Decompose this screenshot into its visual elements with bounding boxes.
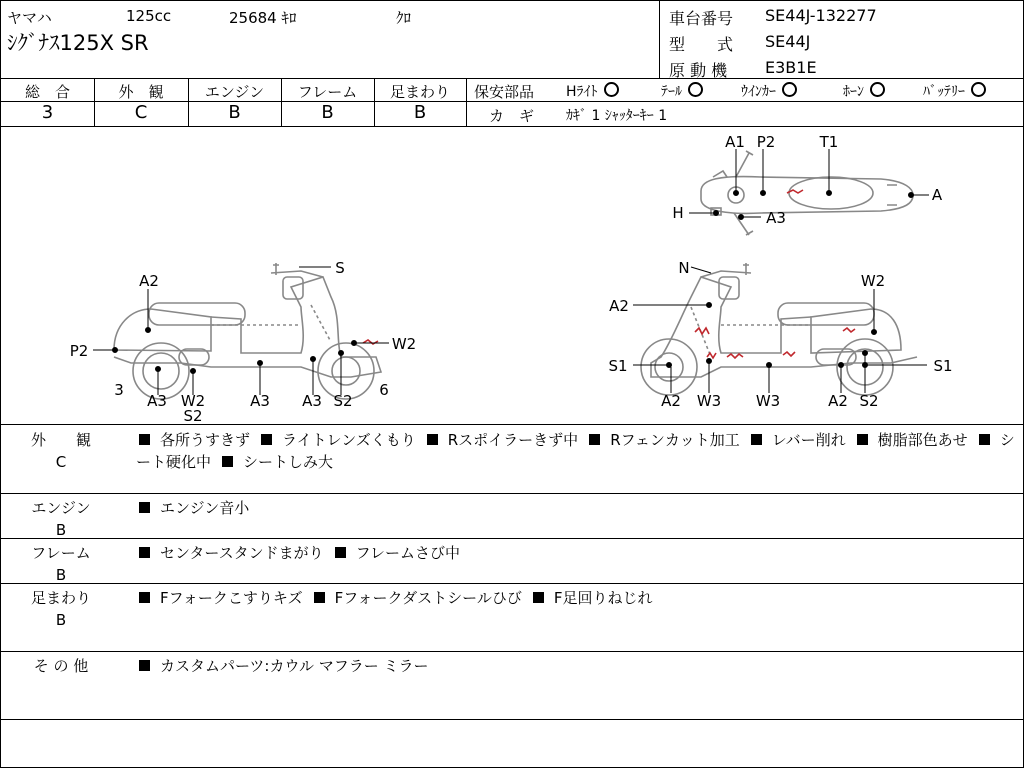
note-item: フレームさび中	[355, 544, 461, 562]
label-a3: A3	[766, 209, 786, 227]
label-h: H	[672, 204, 684, 222]
label-w2: W2	[860, 272, 886, 290]
grade-frame-value: B	[321, 102, 334, 123]
note-item: Rスポイラーきず中	[447, 431, 579, 449]
note-item: エンジン音小	[160, 499, 250, 517]
model-type: SE44J	[765, 32, 811, 51]
grade-engine-value: B	[228, 102, 241, 123]
note-label: 足まわり	[30, 589, 91, 607]
note-grade: B	[55, 521, 67, 539]
label-a2: A2	[661, 392, 681, 410]
safety-winker: ｳｲﾝｶｰ	[741, 81, 797, 101]
body-color: ｸﾛ	[396, 9, 412, 27]
bullet-square-icon	[751, 434, 762, 445]
safety-headlight: Hﾗｲﾄ	[566, 81, 619, 101]
bullet-square-icon	[139, 502, 150, 513]
note-frame-text	[136, 542, 1016, 564]
key-value: ｶｷﾞ 1 ｼｬｯﾀｰｷｰ 1	[566, 108, 668, 124]
note-item: カスタムパーツ:カウル マフラー ミラー	[160, 657, 429, 675]
top-view-scooter	[701, 151, 913, 235]
bullet-square-icon	[261, 434, 272, 445]
grade-total-label: 総 合	[24, 83, 70, 101]
bullet-square-icon	[222, 456, 233, 467]
label-s2: S2	[333, 392, 353, 410]
damage-diagram	[1, 127, 1023, 423]
note-item: F足回りねじれ	[553, 589, 653, 607]
label-s2: S2	[183, 407, 203, 423]
label-p2: P2	[756, 133, 776, 151]
grade-total-value: 3	[41, 102, 54, 123]
bullet-square-icon	[139, 547, 150, 558]
label-s1: S1	[933, 357, 953, 375]
note-item: レバー削れ	[771, 431, 846, 449]
label-a2: A2	[609, 297, 629, 315]
bullet-square-icon	[857, 434, 868, 445]
type-label: 型 式	[669, 35, 734, 54]
label-a2: A2	[828, 392, 848, 410]
bullet-square-icon	[589, 434, 600, 445]
note-item: Rフェンカット加工	[610, 431, 740, 449]
note-item: シート硬化中	[136, 431, 1015, 471]
grade-frame-label: フレーム	[297, 83, 358, 101]
label-a2: A2	[139, 272, 159, 290]
safety-label: 保安部品	[474, 83, 535, 101]
label-w3: W3	[755, 392, 781, 410]
note-grade: C	[55, 453, 67, 471]
note-item: 樹脂部色あせ	[877, 431, 968, 449]
displacement: 125cc	[126, 7, 172, 25]
note-other-text	[136, 655, 1016, 677]
bullet-square-icon	[139, 434, 150, 445]
label-s1: S1	[608, 357, 628, 375]
note-exterior-heading	[1, 429, 121, 473]
ok-circle-icon	[688, 82, 703, 97]
key-label: カ ギ	[489, 107, 535, 125]
grade-suspension-value: B	[413, 102, 427, 123]
label-s2: S2	[859, 392, 879, 410]
note-item: Fフォークダストシールひび	[334, 589, 522, 607]
note-suspension-heading	[1, 587, 121, 631]
grade-exterior-label: 外 観	[118, 83, 164, 101]
label-p2: P2	[69, 342, 89, 360]
safety-horn: ﾎｰﾝ	[843, 81, 885, 101]
label-s: S	[335, 259, 345, 277]
frame-no-label: 車台番号	[669, 9, 734, 28]
bullet-square-icon	[979, 434, 990, 445]
safety-battery: ﾊﾞｯﾃﾘｰ	[923, 81, 986, 101]
grade-suspension-label: 足まわり	[389, 83, 450, 101]
note-item: センタースタンドまがり	[160, 544, 324, 562]
note-item: ライトレンズくもり	[282, 431, 416, 449]
grade-engine-label: エンジン	[204, 83, 265, 101]
label-w2: W2	[391, 335, 417, 353]
note-item: シートしみ大	[243, 453, 334, 471]
note-suspension-text	[136, 587, 1016, 609]
ok-circle-icon	[870, 82, 885, 97]
note-item: 各所うすきず	[160, 431, 251, 449]
label-t1: T1	[819, 133, 839, 151]
model-name: ｼｸﾞﾅｽ125X SR	[7, 31, 149, 55]
note-label: 外 観	[30, 431, 91, 449]
frame-no: SE44J-132277	[765, 6, 877, 25]
note-exterior-text	[136, 429, 1016, 473]
note-item: Fフォークこすりキズ	[160, 589, 303, 607]
note-grade: B	[55, 566, 67, 584]
note-engine-text	[136, 497, 1016, 519]
label-a3: A3	[302, 392, 322, 410]
label-a3: A3	[147, 392, 167, 410]
safety-taillight: ﾃｰﾙ	[661, 81, 703, 101]
label-6: 6	[379, 381, 389, 399]
label-3: 3	[114, 381, 124, 399]
note-label: そ の 他	[33, 657, 89, 675]
mileage: 25684 ｷﾛ	[229, 9, 297, 27]
label-w2: W2	[180, 392, 206, 410]
bullet-square-icon	[335, 547, 346, 558]
label-a1: A1	[725, 133, 745, 151]
bullet-square-icon	[314, 592, 325, 603]
grade-exterior-value: C	[134, 102, 148, 123]
note-grade: B	[55, 611, 67, 629]
bullet-square-icon	[533, 592, 544, 603]
note-frame-heading	[1, 542, 121, 586]
ok-circle-icon	[782, 82, 797, 97]
ok-circle-icon	[604, 82, 619, 97]
bullet-square-icon	[427, 434, 438, 445]
label-n: N	[678, 259, 690, 277]
bullet-square-icon	[139, 592, 150, 603]
bullet-square-icon	[139, 660, 150, 671]
note-label: フレーム	[31, 544, 91, 562]
note-engine-heading	[1, 497, 121, 541]
label-a: A	[931, 186, 943, 204]
engine-label: 原 動 機	[669, 61, 728, 80]
maker: ヤマハ	[7, 9, 52, 27]
label-w3: W3	[696, 392, 722, 410]
label-a3: A3	[250, 392, 270, 410]
ok-circle-icon	[971, 82, 986, 97]
note-other-heading	[1, 655, 121, 677]
engine-code: E3B1E	[765, 58, 817, 77]
note-label: エンジン	[31, 499, 91, 517]
